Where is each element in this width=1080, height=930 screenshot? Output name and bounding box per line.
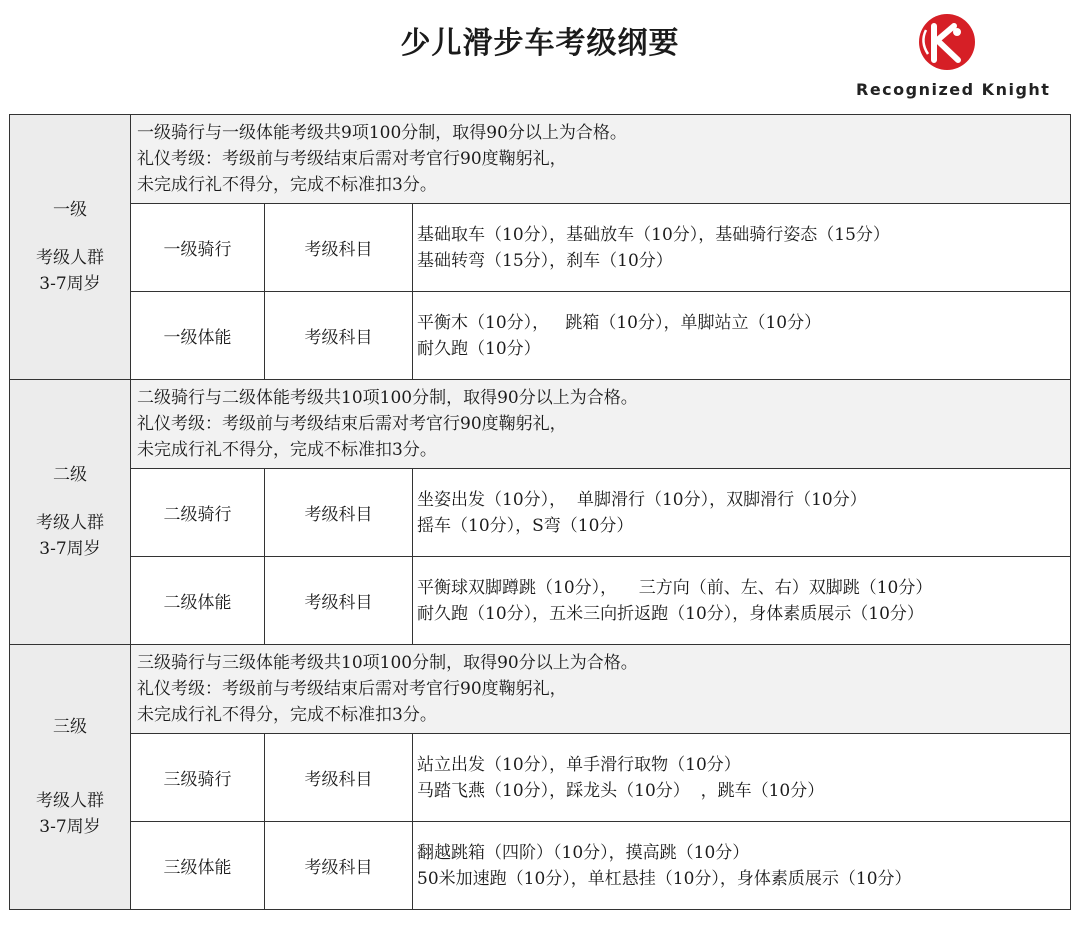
level-summary xyxy=(131,115,1071,204)
item-line: 马踏飞燕（10分），踩龙头（10分） ，跳车（10分） xyxy=(417,780,825,801)
summary-line: 二级骑行与二级体能考级共10项100分制，取得90分以上为合格。 xyxy=(137,388,638,408)
subject-label: 考级科目 xyxy=(265,557,413,645)
subject-row xyxy=(10,204,1071,292)
level-age: 3-7周岁 xyxy=(39,817,101,837)
level-summary xyxy=(131,645,1071,734)
subject-name: 三级骑行 xyxy=(131,734,265,822)
level-age: 3-7周岁 xyxy=(39,274,101,294)
summary-line: 礼仪考级：考级前与考级结束后需对考官行90度鞠躬礼， xyxy=(137,149,567,169)
subject-row xyxy=(10,557,1071,645)
subject-items xyxy=(413,292,1071,380)
level-name: 三级 xyxy=(53,717,87,737)
subject-name: 一级骑行 xyxy=(131,204,265,292)
level-group: 考级人群 xyxy=(36,513,104,533)
level-group: 考级人群 xyxy=(36,248,104,268)
subject-label: 考级科目 xyxy=(265,204,413,292)
level-group: 考级人群 xyxy=(36,791,104,811)
item-line: 耐久跑（10分），五米三向折返跑（10分），身体素质展示（10分） xyxy=(417,603,924,624)
subject-items xyxy=(413,469,1071,557)
subject-row xyxy=(10,292,1071,380)
item-line: 站立出发（10分），单手滑行取物（10分） xyxy=(417,754,741,775)
summary-line: 礼仪考级：考级前与考级结束后需对考官行90度鞠躬礼， xyxy=(137,679,567,699)
subject-label: 考级科目 xyxy=(265,469,413,557)
item-line: 50米加速跑（10分），单杠悬挂（10分），身体素质展示（10分） xyxy=(417,868,912,889)
subject-items xyxy=(413,557,1071,645)
summary-line: 礼仪考级：考级前与考级结束后需对考官行90度鞠躬礼， xyxy=(137,414,567,434)
subject-label: 考级科目 xyxy=(265,822,413,910)
page-title: 少儿滑步车考级纲要 xyxy=(400,26,680,61)
summary-line: 三级骑行与三级体能考级共10项100分制，取得90分以上为合格。 xyxy=(137,653,638,673)
subject-name: 二级骑行 xyxy=(131,469,265,557)
level-cell xyxy=(10,380,131,645)
subject-name: 一级体能 xyxy=(131,292,265,380)
item-line: 摇车（10分），S弯（10分） xyxy=(417,515,634,536)
summary-line: 一级骑行与一级体能考级共9项100分制，取得90分以上为合格。 xyxy=(137,123,627,143)
subject-items xyxy=(413,204,1071,292)
subject-items xyxy=(413,734,1071,822)
item-line: 平衡球双脚蹲跳（10分）， 三方向（前、左、右）双脚跳（10分） xyxy=(417,577,933,598)
level-row xyxy=(10,380,1071,469)
level-row xyxy=(10,645,1071,734)
exam-outline-table xyxy=(9,114,1071,910)
subject-name: 三级体能 xyxy=(131,822,265,910)
brand-name: Recognized Knight xyxy=(856,80,1051,99)
level-summary xyxy=(131,380,1071,469)
item-line: 基础转弯（15分），刹车（10分） xyxy=(417,250,673,271)
level-cell xyxy=(10,645,131,910)
level-name: 二级 xyxy=(53,465,87,485)
subject-items xyxy=(413,822,1071,910)
item-line: 基础取车（10分），基础放车（10分），基础骑行姿态（15分） xyxy=(417,224,890,245)
item-line: 耐久跑（10分） xyxy=(417,338,541,359)
subject-row xyxy=(10,822,1071,910)
knight-k-logo-icon xyxy=(912,8,982,78)
item-line: 翻越跳箱（四阶）（10分），摸高跳（10分） xyxy=(417,842,750,863)
subject-name: 二级体能 xyxy=(131,557,265,645)
subject-row xyxy=(10,469,1071,557)
level-name: 一级 xyxy=(53,200,87,220)
subject-label: 考级科目 xyxy=(265,292,413,380)
level-age: 3-7周岁 xyxy=(39,539,101,559)
item-line: 坐姿出发（10分）， 单脚滑行（10分），双脚滑行（10分） xyxy=(417,489,867,510)
item-line: 平衡木（10分）， 跳箱（10分），单脚站立（10分） xyxy=(417,312,822,333)
subject-row xyxy=(10,734,1071,822)
subject-label: 考级科目 xyxy=(265,734,413,822)
level-cell xyxy=(10,115,131,380)
summary-line: 未完成行礼不得分，完成不标准扣3分。 xyxy=(137,705,437,725)
summary-line: 未完成行礼不得分，完成不标准扣3分。 xyxy=(137,440,437,460)
summary-line: 未完成行礼不得分，完成不标准扣3分。 xyxy=(137,175,437,195)
level-row xyxy=(10,115,1071,204)
